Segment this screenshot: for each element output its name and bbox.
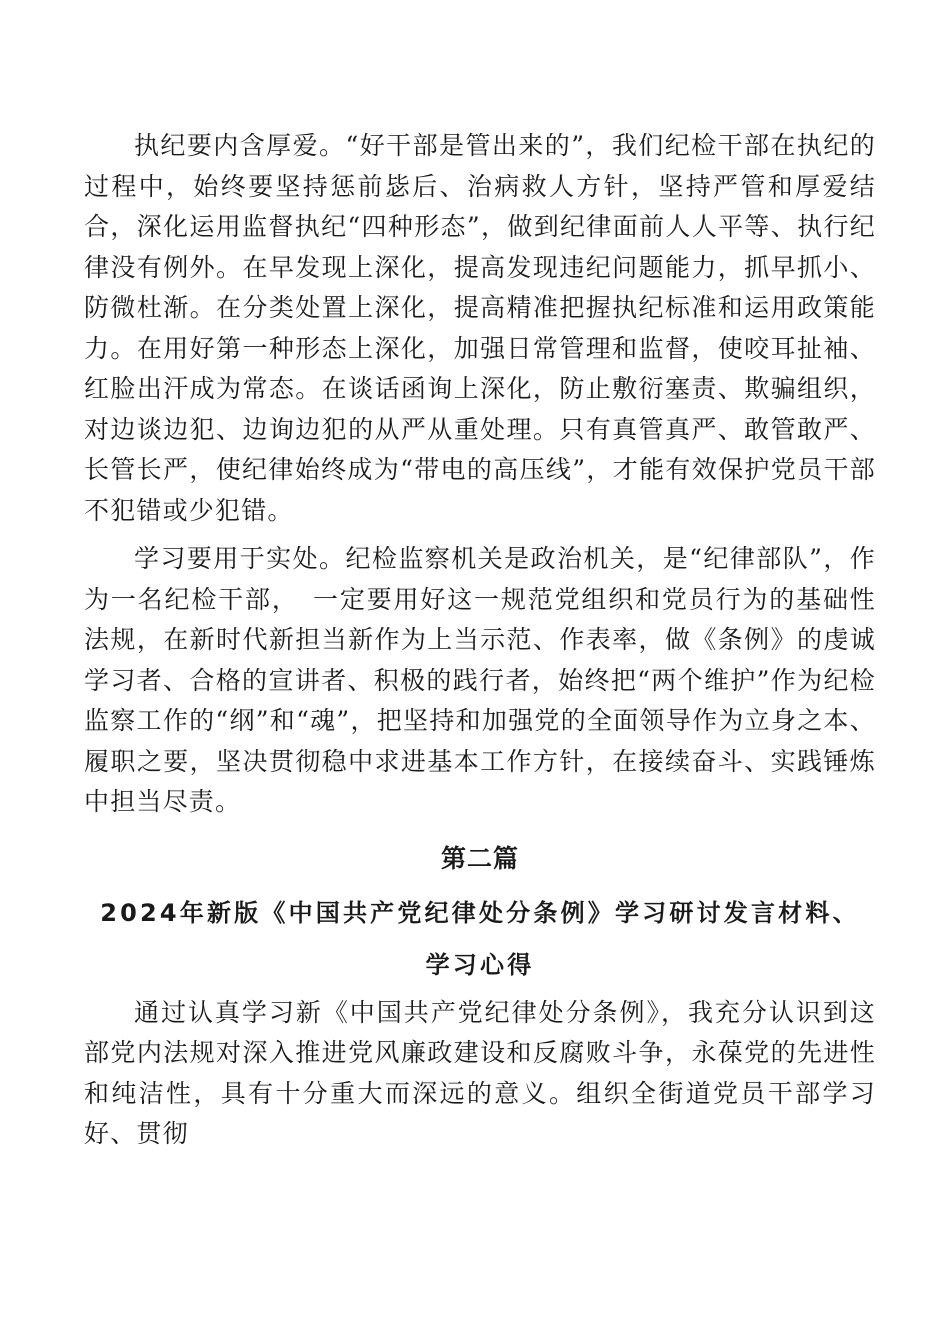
section-heading: 第二篇 xyxy=(440,843,519,873)
document-title: 2024年新版《中国共产党纪律处分条例》学习研讨发言材料、学习心得 xyxy=(100,898,860,979)
body-paragraph-apply-learning: 学习要用于实处。纪检监察机关是政治机关，是“纪律部队”，作为一名纪检干部， 一定要用好这一规范党组织和党员行为的基础性法规，在新时代新担当新作为上当示范、作表率，做《条例》的虔诚学习者、合格的宣讲者、积极的践行者，始终把“两个维护”作为纪检监察工作的“纲”和“魂”，把坚持和加强党的全面领导作为立身之本、履职之要，坚决贯彻稳中求进基本工作方针，在接续奋斗、实践锤炼中担当尽责。 xyxy=(84,544,876,816)
body-paragraph-study-regulation: 通过认真学习新《中国共产党纪律处分条例》，我充分认识到这部党内法规对深入推进党风廉政建设和反腐败斗争，永葆党的先进性和纯洁性，具有十分重大而深远的意义。组织全街道党员干部学习好、贯彻 xyxy=(84,997,876,1148)
document-page xyxy=(84,126,876,1155)
body-paragraph-discipline-with-care: 执纪要内含厚爱。“好干部是管出来的”，我们纪检干部在执纪的过程中，始终要坚持惩前毖后、治病救人方针，坚持严管和厚爱结合，深化运用监督执纪“四种形态”，做到纪律面前人人平等、执行纪律没有例外。在早发现上深化，提高发现违纪问题能力，抓早抓小、防微杜渐。在分类处置上深化，提高精准把握执纪标准和运用政策能力。在用好第一种形态上深化，加强日常管理和监督，使咬耳扯袖、红脸出汗成为常态。在谈话函询上深化，防止敷衍塞责、欺骗组织，对边谈边犯、边询边犯的从严从重处理。只有真管真严、敢管敢严、长管长严，使纪律始终成为“带电的高压线”，才能有效保护党员干部不犯错或少犯错。 xyxy=(84,131,876,525)
